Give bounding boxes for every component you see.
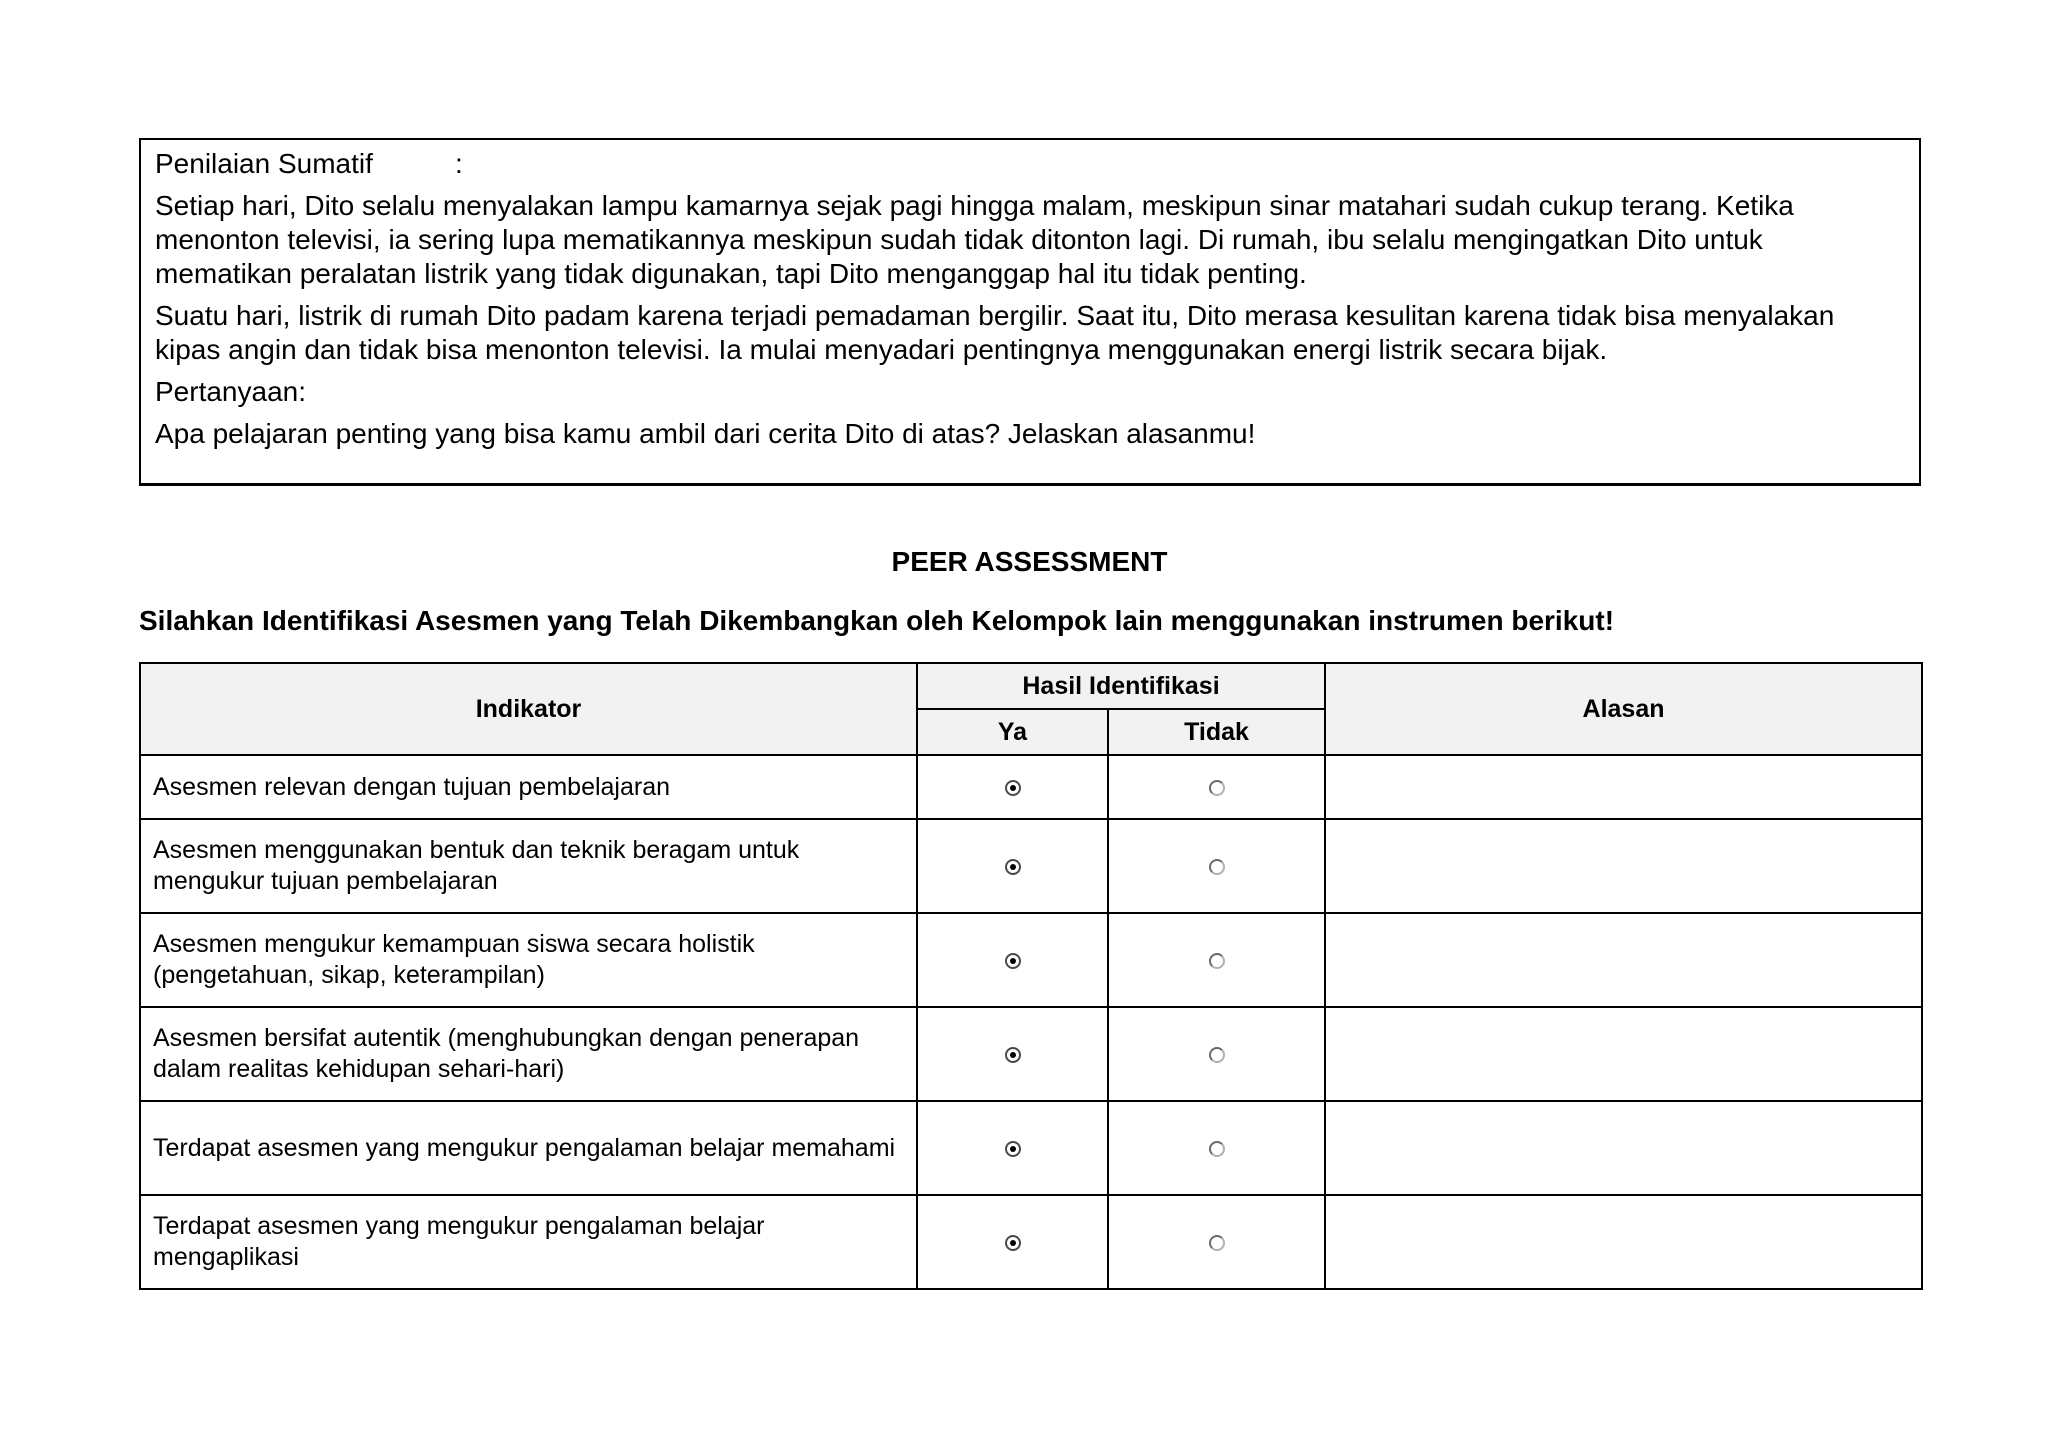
question-label: Pertanyaan: xyxy=(155,376,306,407)
table-row xyxy=(140,1007,1922,1101)
no-radio[interactable] xyxy=(1209,1047,1225,1063)
indicator-cell: Asesmen relevan dengan tujuan pembelajaran xyxy=(140,755,917,819)
indicator-cell: Asesmen bersifat autentik (menghubungkan dengan penerapan dalam realitas kehidupan sehari-hari) xyxy=(140,1007,917,1101)
yes-cell xyxy=(917,755,1108,819)
reason-cell[interactable] xyxy=(1325,1101,1922,1195)
reason-cell[interactable] xyxy=(1325,1195,1922,1289)
header-yes: Ya xyxy=(917,709,1108,755)
no-radio[interactable] xyxy=(1209,953,1225,969)
yes-radio[interactable] xyxy=(1005,1141,1021,1157)
question-text: Apa pelajaran penting yang bisa kamu ambil dari cerita Dito di atas? Jelaskan alasanmu! xyxy=(155,418,1256,449)
yes-radio[interactable] xyxy=(1005,780,1021,796)
table-row xyxy=(140,755,1922,819)
no-radio[interactable] xyxy=(1209,1235,1225,1251)
summative-assessment-box xyxy=(139,138,1921,486)
reason-cell[interactable] xyxy=(1325,1007,1922,1101)
yes-radio[interactable] xyxy=(1005,1047,1021,1063)
story-paragraph-1: Setiap hari, Dito selalu menyalakan lampu kamarnya sejak pagi hingga malam, meskipun sinar matahari sudah cukup terang. Ketika menonton televisi, ia sering lupa mematikannya meskipun sudah tidak ditonton lagi. Di rumah, ibu selalu mengingatkan Dito untuk mematikan peralatan listrik yang tidak digunakan, tapi Dito menganggap hal itu tidak penting. xyxy=(155,190,1794,289)
peer-assessment-title: PEER ASSESSMENT xyxy=(891,546,1168,577)
peer-assessment-table xyxy=(139,662,1923,1290)
no-cell xyxy=(1108,1101,1325,1195)
reason-cell[interactable] xyxy=(1325,819,1922,913)
header-result: Hasil Identifikasi xyxy=(917,663,1325,709)
yes-cell xyxy=(917,1101,1108,1195)
yes-radio[interactable] xyxy=(1005,859,1021,875)
summative-label: Penilaian Sumatif xyxy=(155,148,373,179)
no-cell xyxy=(1108,819,1325,913)
indicator-cell: Terdapat asesmen yang mengukur pengalaman belajar memahami xyxy=(140,1101,917,1195)
header-indicator: Indikator xyxy=(140,663,917,755)
reason-cell[interactable] xyxy=(1325,755,1922,819)
table-row xyxy=(140,1195,1922,1289)
yes-cell xyxy=(917,913,1108,1007)
header-reason: Alasan xyxy=(1325,663,1922,755)
summative-label-line xyxy=(155,147,1905,181)
no-cell xyxy=(1108,913,1325,1007)
summative-colon: : xyxy=(455,148,463,179)
table-row xyxy=(140,819,1922,913)
indicator-cell: Terdapat asesmen yang mengukur pengalaman belajar mengaplikasi xyxy=(140,1195,917,1289)
story-paragraph-2: Suatu hari, listrik di rumah Dito padam karena terjadi pemadaman bergilir. Saat itu, Dito merasa kesulitan karena tidak bisa menyalakan kipas angin dan tidak bisa menonton televisi. Ia mulai menyadari pentingnya menggunakan energi listrik secara bijak. xyxy=(155,300,1835,365)
header-no: Tidak xyxy=(1108,709,1325,755)
no-cell xyxy=(1108,1007,1325,1101)
no-radio[interactable] xyxy=(1209,859,1225,875)
yes-radio[interactable] xyxy=(1005,1235,1021,1251)
table-body xyxy=(140,755,1922,1289)
yes-cell xyxy=(917,819,1108,913)
table-row xyxy=(140,913,1922,1007)
no-cell xyxy=(1108,755,1325,819)
yes-cell xyxy=(917,1195,1108,1289)
yes-cell xyxy=(917,1007,1108,1101)
peer-instruction: Silahkan Identifikasi Asesmen yang Telah Dikembangkan oleh Kelompok lain menggunakan instrumen berikut! xyxy=(139,605,1615,636)
no-cell xyxy=(1108,1195,1325,1289)
indicator-cell: Asesmen mengukur kemampuan siswa secara holistik (pengetahuan, sikap, keterampilan) xyxy=(140,913,917,1007)
no-radio[interactable] xyxy=(1209,1141,1225,1157)
indicator-cell: Asesmen menggunakan bentuk dan teknik beragam untuk mengukur tujuan pembelajaran xyxy=(140,819,917,913)
yes-radio[interactable] xyxy=(1005,953,1021,969)
reason-cell[interactable] xyxy=(1325,913,1922,1007)
no-radio[interactable] xyxy=(1209,780,1225,796)
table-row xyxy=(140,1101,1922,1195)
